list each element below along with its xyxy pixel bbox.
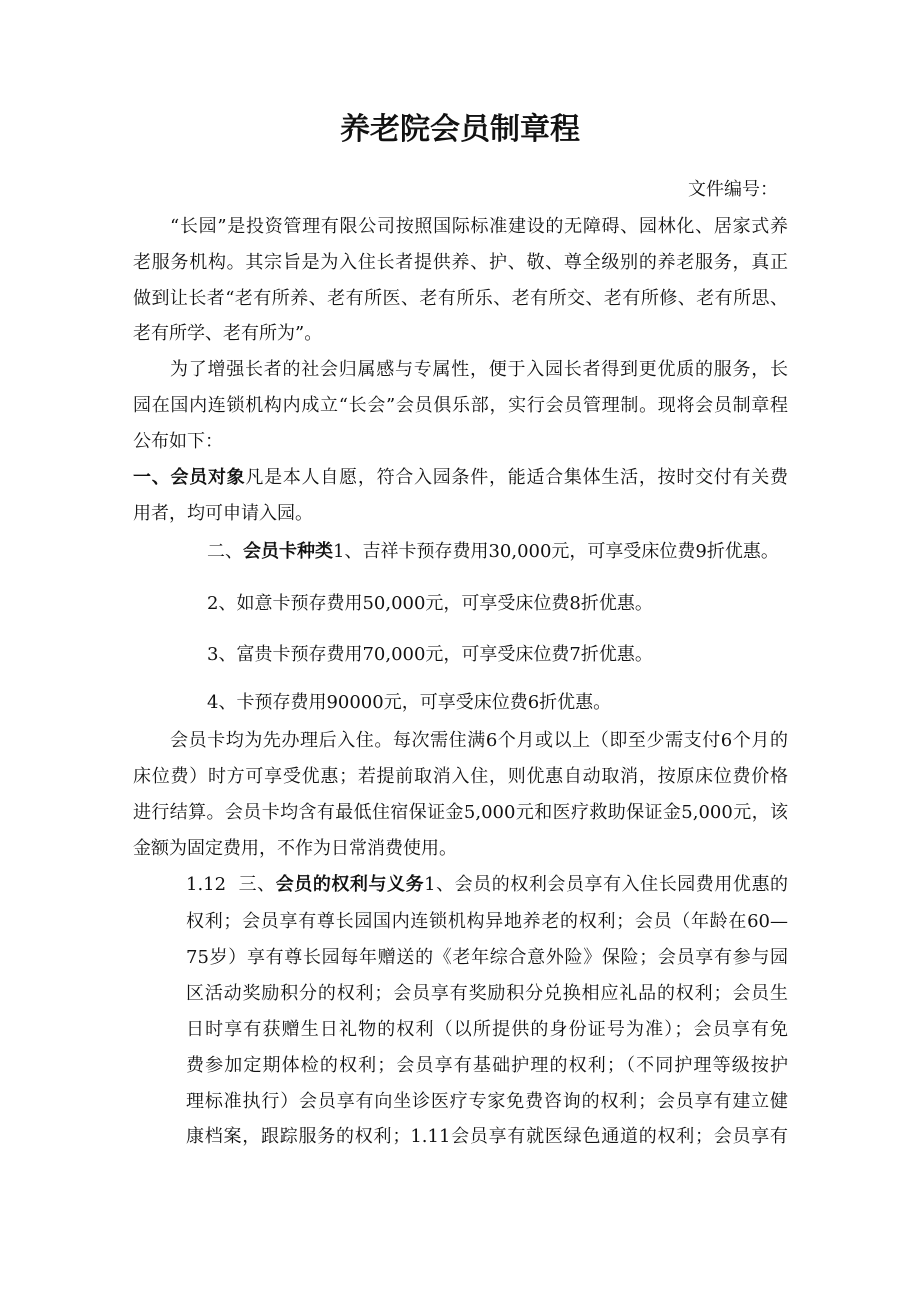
section-heading: 会员的权利与义务 bbox=[275, 874, 425, 895]
doc-number-label: 文件编号： bbox=[688, 179, 778, 200]
text-line: 床位费）时方可享受优惠；若提前取消入住，则优惠自动取消，按原床位费价格 bbox=[133, 766, 788, 787]
text-line: 日时享有获赠生日礼物的权利（以所提供的身份证号为准）；会员享有免 bbox=[186, 1019, 788, 1040]
text-line: 费参加定期体检的权利；会员享有基础护理的权利；（不同护理等级按护 bbox=[186, 1055, 788, 1076]
section-heading: 会员卡种类 bbox=[243, 541, 333, 562]
text-line: 为了增强长者的社会归属感与专属性，便于入园长者得到更优质的服务，长 bbox=[170, 359, 788, 380]
text-line: 区活动奖励积分的权利；会员享有奖励积分兑换相应礼品的权利；会员生 bbox=[186, 983, 788, 1004]
text-line: 老服务机构。其宗旨是为入住长者提供养、护、敬、尊全级别的养老服务，真正 bbox=[133, 252, 788, 273]
section-prefix: 三、 bbox=[238, 874, 276, 895]
text-line: “长园”是投资管理有限公司按照国际标准建设的无障碍、园林化、居家式养 bbox=[170, 216, 788, 237]
document-title: 养老院会员制章程 bbox=[340, 112, 580, 147]
text-line: 会员卡均为先办理后入住。每次需住满6个月或以上（即至少需支付6个月的 bbox=[170, 730, 788, 751]
text-line bbox=[207, 540, 779, 564]
card-item: 1、吉祥卡预存费用30,000元，可享受床位费9折优惠。 bbox=[333, 541, 779, 562]
text-line bbox=[186, 873, 788, 897]
text-line: 用者，均可申请入园。 bbox=[133, 503, 313, 524]
text-line: 康档案，跟踪服务的权利；1.11会员享有就医绿色通道的权利；会员享有 bbox=[186, 1126, 788, 1147]
text-line: 做到让长者“老有所养、老有所医、老有所乐、老有所交、老有所修、老有所思、 bbox=[133, 288, 788, 309]
text-line bbox=[133, 466, 788, 490]
section-prefix: 二、 bbox=[207, 541, 243, 562]
text-line: 金额为固定费用，不作为日常消费使用。 bbox=[133, 838, 457, 859]
text-line: 进行结算。会员卡均含有最低住宿保证金5,000元和医疗救助保证金5,000元，该 bbox=[133, 802, 788, 823]
card-item: 4、卡预存费用90000元，可享受床位费6折优惠。 bbox=[207, 692, 612, 713]
card-item: 2、如意卡预存费用50,000元，可享受床位费8折优惠。 bbox=[207, 593, 653, 614]
section-number: 1.12 bbox=[186, 874, 227, 895]
section-heading: 一、会员对象 bbox=[133, 467, 246, 488]
text-line: 75岁）享有尊长园每年赠送的《老年综合意外险》保险；会员享有参与园 bbox=[186, 947, 788, 968]
text-line: 权利；会员享有尊长园国内连锁机构异地养老的权利；会员（年龄在60— bbox=[186, 911, 788, 932]
text-line: 理标准执行）会员享有向坐诊医疗专家免费咨询的权利；会员享有建立健 bbox=[186, 1091, 788, 1112]
card-item: 3、富贵卡预存费用70,000元，可享受床位费7折优惠。 bbox=[207, 644, 653, 665]
text-line: 园在国内连锁机构内成立“长会”会员俱乐部，实行会员管理制。现将会员制章程 bbox=[133, 395, 788, 416]
text-line: 公布如下： bbox=[133, 431, 223, 452]
text-line: 老有所学、老有所为”。 bbox=[133, 323, 323, 344]
section-text: 1、会员的权利会员享有入住长园费用优惠的 bbox=[424, 874, 788, 895]
section-text: 凡是本人自愿，符合入园条件，能适合集体生活，按时交付有关费 bbox=[245, 467, 788, 488]
